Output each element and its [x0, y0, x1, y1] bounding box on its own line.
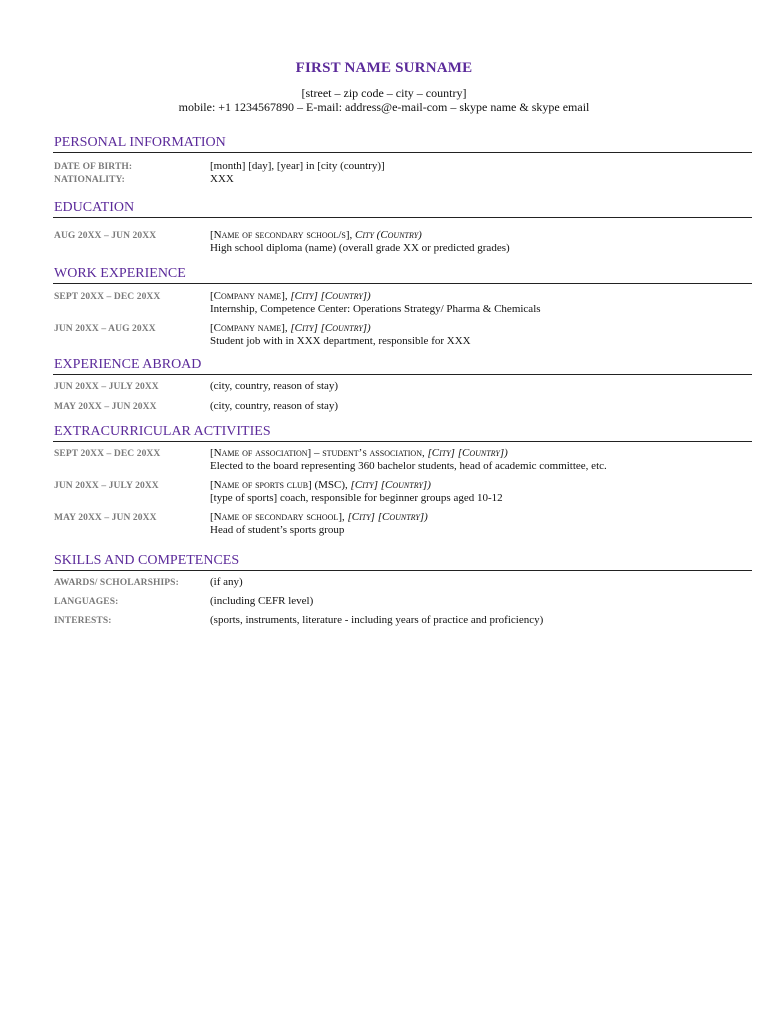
skill-row-interests: [54, 614, 752, 627]
entry-heading: [Name of secondary school], [City] [Country]): [210, 511, 428, 523]
entry-heading: [Name of secondary school/s], City (Country): [210, 229, 422, 241]
section-title: EXTRACURRICULAR ACTIVITIES: [53, 423, 752, 442]
info-value: XXX: [210, 173, 234, 185]
entry-description: Elected to the board representing 360 bachelor students, head of academic committee, etc.: [210, 460, 607, 472]
abroad-entry: [54, 380, 752, 393]
activity-entry: [54, 511, 752, 537]
work-entry: [54, 290, 752, 316]
entry-date: MAY 20XX – JUN 20XX: [54, 513, 157, 523]
section-title: PERSONAL INFORMATION: [53, 134, 752, 153]
skill-label: AWARDS/ SCHOLARSHIPS:: [54, 578, 179, 588]
address-line: [street – zip code – city – country]: [301, 86, 467, 100]
contact-line: mobile: +1 1234567890 – E-mail: address@e-mail-com – skype name & skype email: [178, 100, 590, 114]
entry-description: (city, country, reason of stay): [210, 380, 339, 392]
entry-description: High school diploma (name) (overall grade XX or predicted grades): [210, 242, 510, 254]
resume-header: [0, 58, 768, 114]
entry-date: MAY 20XX – JUN 20XX: [54, 402, 157, 412]
entry-date: SEPT 20XX – DEC 20XX: [54, 449, 161, 459]
entry-date: JUN 20XX – JULY 20XX: [54, 481, 159, 491]
entry-date: SEPT 20XX – DEC 20XX: [54, 292, 161, 302]
work-entry: [54, 322, 752, 348]
info-label: DATE OF BIRTH:: [54, 162, 133, 172]
skill-value: (if any): [210, 576, 243, 588]
entry-description: [type of sports] coach, responsible for beginner groups aged 10-12: [210, 492, 503, 504]
entry-date: JUN 20XX – JULY 20XX: [54, 382, 159, 392]
skill-row-languages: [54, 595, 752, 608]
entry-date: AUG 20XX – JUN 20XX: [54, 231, 157, 241]
info-row-date-of-birth: [54, 160, 752, 173]
candidate-name: FIRST NAME SURNAME: [295, 60, 473, 76]
section-personal-information: [54, 134, 752, 186]
entry-heading: [Name of association] – student’s association, [City] [Country]): [210, 447, 508, 459]
entry-heading: [Company name], [City] [Country]): [210, 290, 371, 302]
skill-label: INTERESTS:: [54, 616, 112, 626]
abroad-entry: [54, 400, 752, 413]
section-title: SKILLS AND COMPETENCES: [53, 552, 752, 571]
activity-entry: [54, 479, 752, 505]
entry-description: Head of student’s sports group: [210, 524, 345, 536]
entry-heading: [Company name], [City] [Country]): [210, 322, 371, 334]
section-extracurricular-activities: [54, 423, 752, 537]
section-title: EXPERIENCE ABROAD: [53, 356, 752, 375]
info-value: [month] [day], [year] in [city (country)]: [210, 160, 385, 172]
entry-heading: [Name of sports club] (MSC), [City] [Country]): [210, 479, 431, 491]
skill-value: (sports, instruments, literature - including years of practice and proficiency): [210, 614, 544, 626]
entry-date: JUN 20XX – AUG 20XX: [54, 324, 156, 334]
info-row-nationality: [54, 173, 752, 186]
info-label: NATIONALITY:: [54, 175, 125, 185]
section-work-experience: [54, 265, 752, 348]
section-education: [54, 199, 752, 255]
skill-value: (including CEFR level): [210, 595, 314, 607]
section-skills-and-competences: [54, 552, 752, 627]
entry-description: Student job with in XXX department, responsible for XXX: [210, 335, 471, 347]
entry-description: Internship, Competence Center: Operations Strategy/ Pharma & Chemicals: [210, 303, 541, 315]
activity-entry: [54, 447, 752, 473]
section-experience-abroad: [54, 356, 752, 413]
entry-description: (city, country, reason of stay): [210, 400, 339, 412]
section-title: EDUCATION: [53, 199, 752, 218]
skill-label: LANGUAGES:: [54, 597, 119, 607]
skill-row-awards: [54, 576, 752, 589]
education-entry: [54, 229, 752, 255]
section-title: WORK EXPERIENCE: [53, 265, 752, 284]
